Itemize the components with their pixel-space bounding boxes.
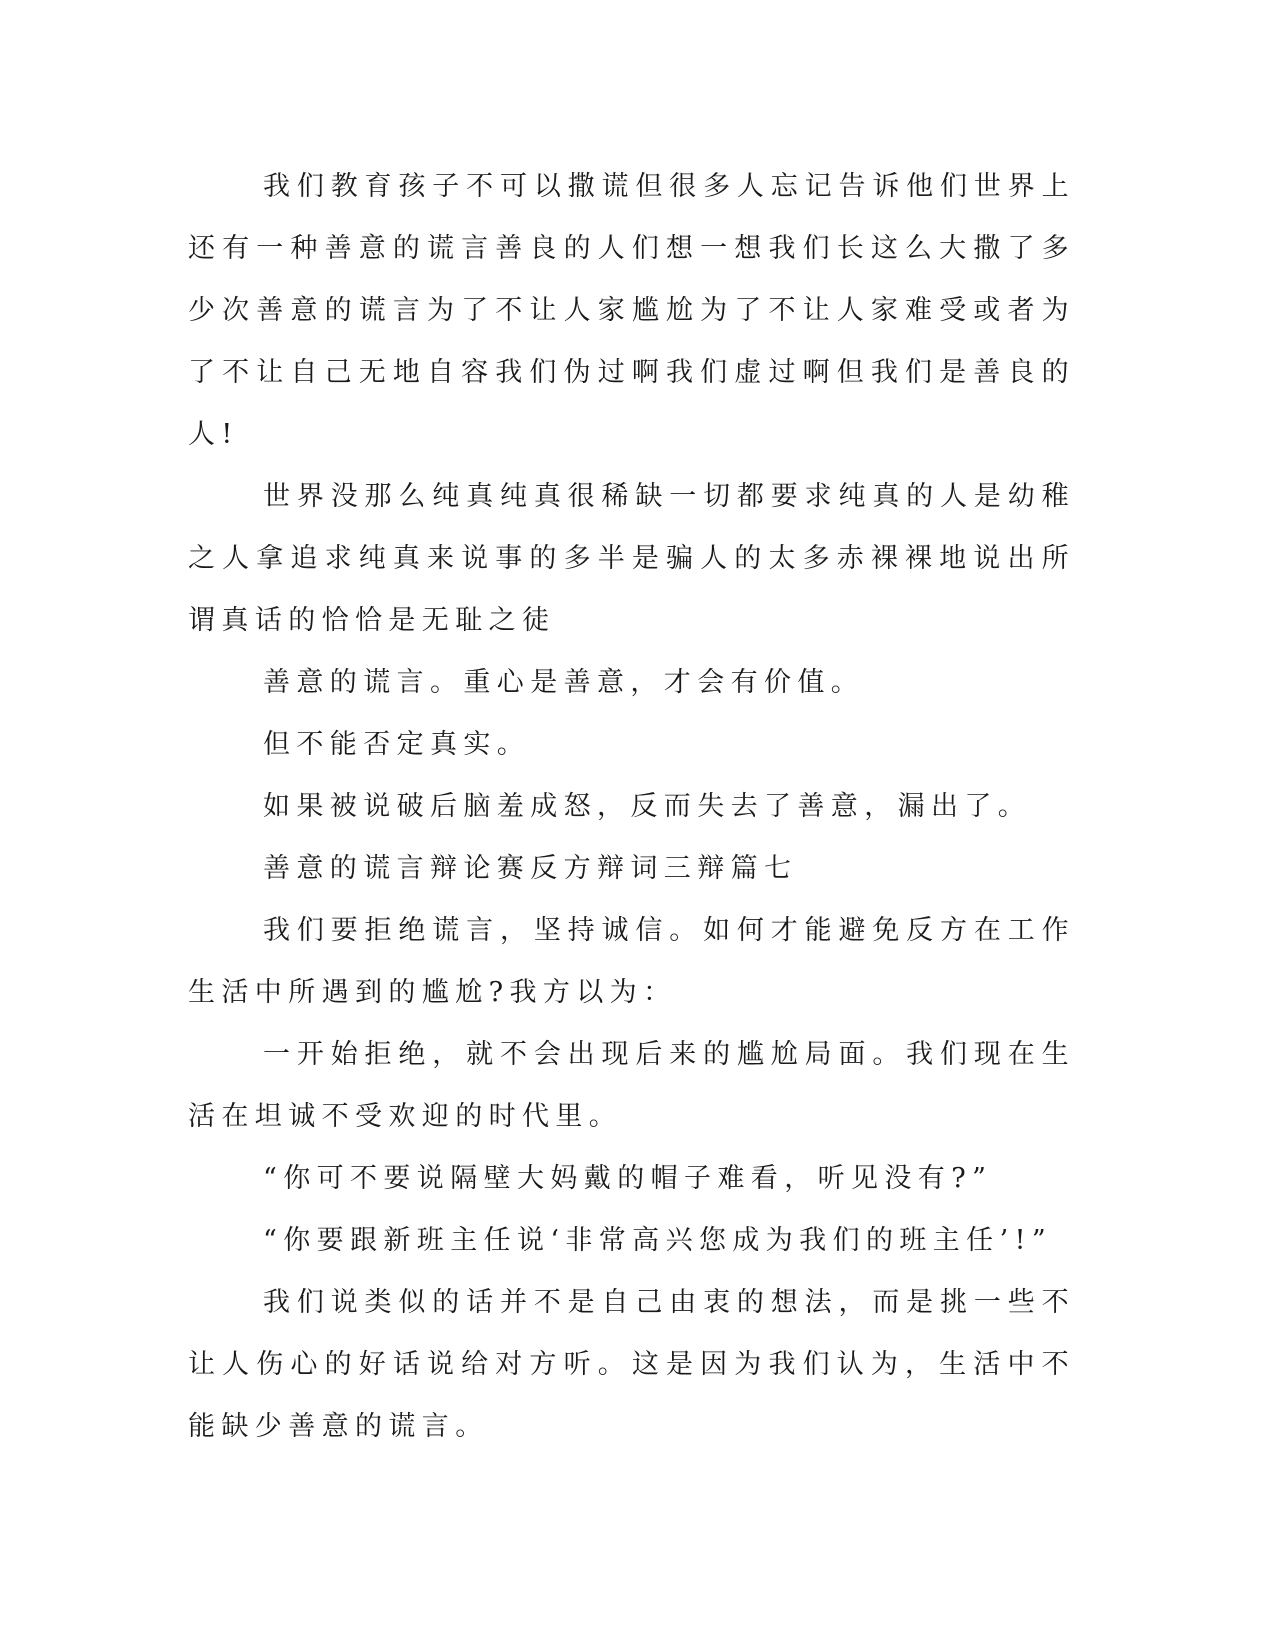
paragraph-3: 善意的谎言。重心是善意，才会有价值。 [263, 667, 865, 698]
paragraph-2: 世界没那么纯真纯真很稀缺一切都要求纯真的人是幼稚之人拿追求纯真来说事的多半是骗人的太多赤裸裸地说出所谓真话的恰恰是无耻之徒 [188, 481, 1075, 636]
quote-1: “你可不要说隔壁大妈戴的帽子难看，听见没有?” [263, 1163, 993, 1194]
quote-2: “你要跟新班主任说‘非常高兴您成为我们的班主任’!” [263, 1225, 1053, 1256]
paragraph-1: 我们教育孩子不可以撒谎但很多人忘记告诉他们世界上还有一种善意的谎言善良的人们想一想我们长这么大撒了多少次善意的谎言为了不让人家尴尬为了不让人家难受或者为了不让自己无地自容我们伪过啊我们虚过啊但我们是善良的人! [188, 171, 1075, 450]
document-body [188, 156, 1075, 1458]
paragraph-8: 我们说类似的话并不是自己由衷的想法，而是挑一些不让人伤心的好话说给对方听。这是因为我们认为，生活中不能缺少善意的谎言。 [188, 1287, 1075, 1442]
paragraph-6: 我们要拒绝谎言，坚持诚信。如何才能避免反方在工作生活中所遇到的尴尬?我方以为： [188, 915, 1075, 1008]
paragraph-4: 但不能否定真实。 [263, 729, 531, 760]
paragraph-5: 如果被说破后脑羞成怒，反而失去了善意，漏出了。 [263, 791, 1032, 822]
paragraph-7: 一开始拒绝，就不会出现后来的尴尬局面。我们现在生活在坦诚不受欢迎的时代里。 [188, 1039, 1075, 1132]
section-heading: 善意的谎言辩论赛反方辩词三辩篇七 [263, 853, 798, 884]
